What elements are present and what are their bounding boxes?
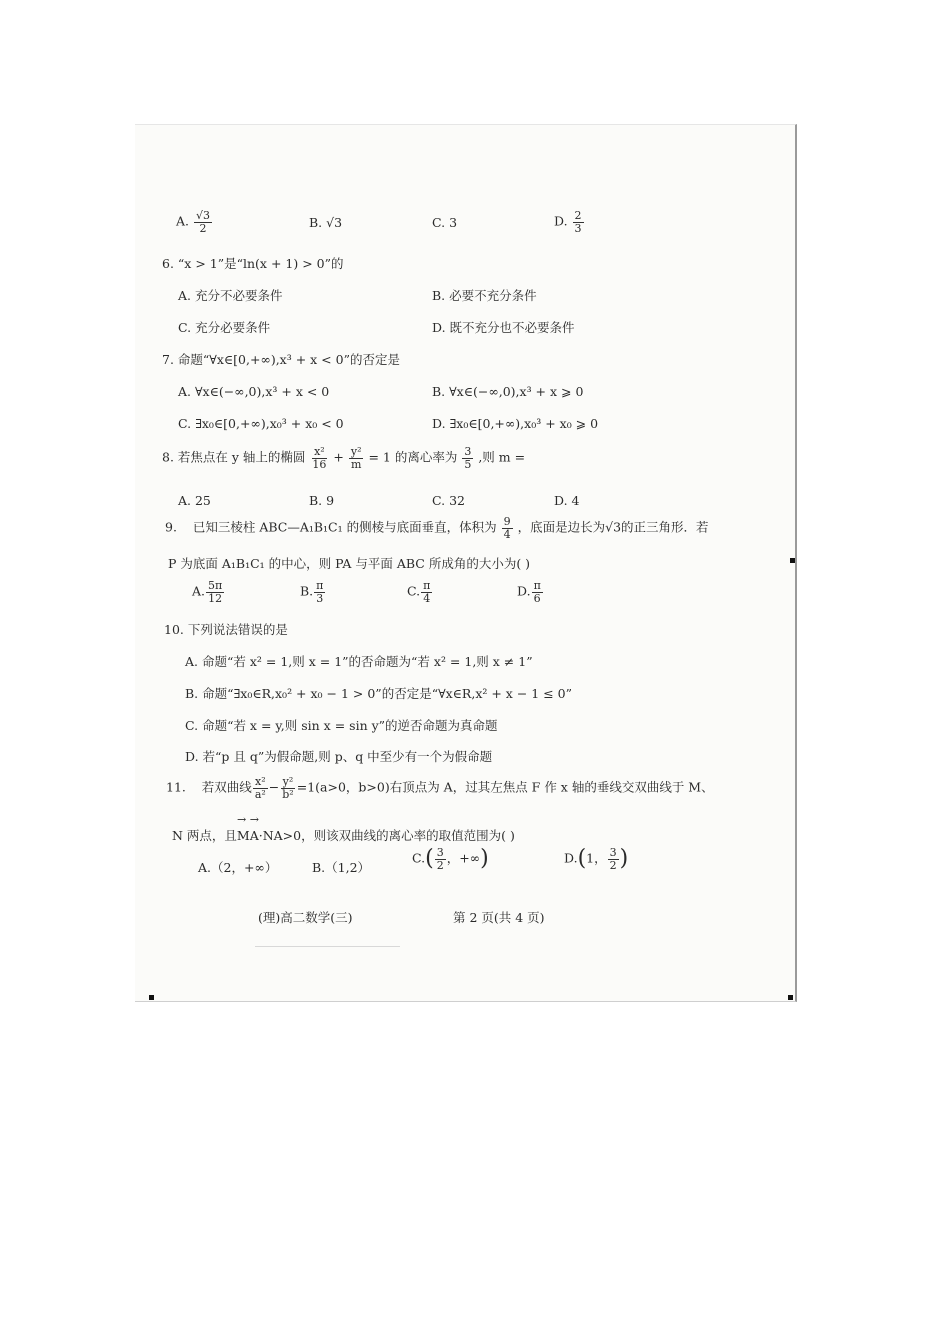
q7-stem: 7. 命题“∀x∈[0,+∞),x³ + x < 0”的否定是 bbox=[162, 352, 400, 367]
q10-option-a: A. 命题“若 x² = 1,则 x = 1”的否命题为“若 x² = 1,则 x ≠ 1” bbox=[185, 654, 533, 669]
q11-vector-arrows: → → bbox=[237, 813, 259, 826]
q5-option-d: D. $\frac{2}{3}$ bbox=[554, 209, 582, 235]
q6-option-b: B. 必要不充分条件 bbox=[432, 288, 537, 303]
q9-option-d: D. $\frac{\pi}{6}$ bbox=[517, 579, 541, 605]
q6-stem: 6. “x > 1”是“ln(x + 1) > 0”的 bbox=[162, 256, 344, 271]
q11-option-b: B.（1,2） bbox=[312, 860, 371, 875]
q11-option-d: D.(1， $\frac{3}{2}$ ) bbox=[564, 846, 629, 872]
q11-stem-line2: N 两点，且MA·NA>0，则该双曲线的离心率的取值范围为( ) bbox=[172, 828, 515, 843]
q8-option-d: D. 4 bbox=[554, 493, 580, 508]
q9-option-b: B. $\frac{\pi}{3}$ bbox=[300, 579, 324, 605]
q5-option-a: A. $\frac{√3}{2}$ bbox=[176, 209, 211, 235]
q6-option-a: A. 充分不必要条件 bbox=[178, 288, 283, 303]
q11-option-c: C.( $\frac{3}{2}$ ，+∞) bbox=[412, 846, 489, 872]
q7-option-b: B. ∀x∈(−∞,0),x³ + x ⩾ 0 bbox=[432, 384, 584, 399]
q9-option-c: C. $\frac{\pi}{4}$ bbox=[407, 579, 431, 605]
q7-option-c: C. ∃x₀∈[0,+∞),x₀³ + x₀ < 0 bbox=[178, 416, 344, 431]
q7-option-a: A. ∀x∈(−∞,0),x³ + x < 0 bbox=[178, 384, 330, 399]
q8-option-c: C. 32 bbox=[432, 493, 465, 508]
q8-option-a: A. 25 bbox=[178, 493, 211, 508]
q5-option-b: B. √3 bbox=[309, 215, 343, 230]
footer-divider bbox=[255, 946, 400, 947]
q8-option-b: B. 9 bbox=[309, 493, 335, 508]
corner-mark bbox=[149, 995, 154, 1000]
q7-option-d: D. ∃x₀∈[0,+∞),x₀³ + x₀ ⩾ 0 bbox=[432, 416, 599, 431]
footer-subject: (理)高二数学(三) bbox=[258, 910, 353, 925]
q9-option-a: A. $\frac{5\pi}{12}$ bbox=[192, 579, 223, 605]
q11-option-a: A.（2，+∞） bbox=[198, 860, 278, 875]
q11-stem-line1: 11. 若双曲线 $\frac{\text{x²}}{\text{a²}}$ − $\frac{\text{y²}}{\text{b²}}$ =1(a>0，b>0)右顶点为 A，过其左焦点 F 作 x 轴的垂线交双曲线于 M、 bbox=[166, 775, 714, 801]
q6-option-d: D. 既不充分也不必要条件 bbox=[432, 320, 575, 335]
q6-option-c: C. 充分必要条件 bbox=[178, 320, 271, 335]
q10-option-c: C. 命题“若 x = y,则 sin x = sin y”的逆否命题为真命题 bbox=[185, 718, 498, 733]
corner-mark bbox=[790, 558, 795, 563]
q10-option-b: B. 命题“∃x₀∈R,x₀² + x₀ − 1 > 0”的否定是“∀x∈R,x² + x − 1 ≤ 0” bbox=[185, 686, 572, 701]
q10-option-d: D. 若“p 且 q”为假命题,则 p、q 中至少有一个为假命题 bbox=[185, 749, 493, 764]
q10-stem: 10. 下列说法错误的是 bbox=[164, 622, 288, 637]
corner-mark bbox=[788, 995, 793, 1000]
footer-page-number: 第 2 页(共 4 页) bbox=[453, 910, 545, 925]
q8-stem: 8. 若焦点在 y 轴上的椭圆 $\frac{\text{x²}}{16}$ + $\frac{\text{y²}}{m}$ = 1 的离心率为 $\frac{3}{5}$ ,则 m = bbox=[162, 445, 526, 471]
q9-stem-line2: P 为底面 A₁B₁C₁ 的中心，则 PA 与平面 ABC 所成角的大小为( ) bbox=[168, 556, 531, 571]
q5-option-c: C. 3 bbox=[432, 215, 458, 230]
q9-stem-line1: 9. 已知三棱柱 ABC—A₁B₁C₁ 的侧棱与底面垂直，体积为 $\frac{9}{4}$ ，底面是边长为√3的正三角形．若 bbox=[165, 515, 709, 541]
